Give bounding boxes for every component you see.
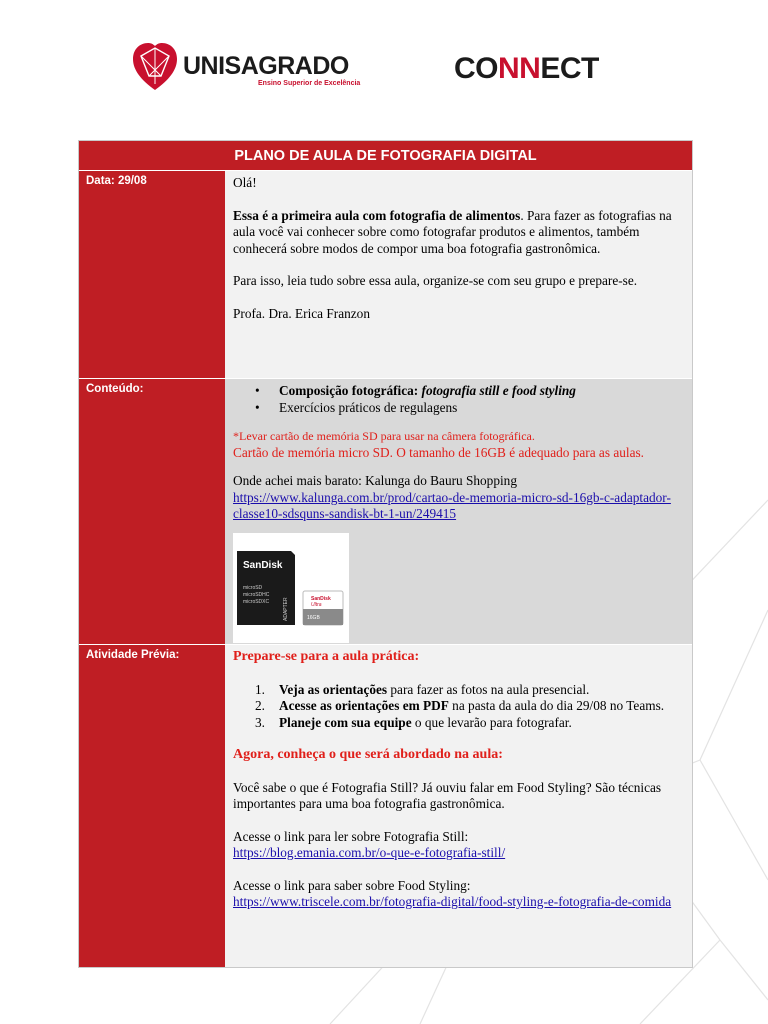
bullet1-italic: fotografia still e food styling (421, 383, 576, 398)
content-content (225, 379, 692, 644)
row-activity (79, 644, 692, 967)
unisagrado-logo (131, 40, 371, 92)
bullet1-bold: Composição fotográfica: (279, 383, 419, 398)
steps-list (233, 682, 684, 732)
content-activity (225, 645, 692, 967)
row-date (79, 170, 692, 378)
connect-logo-nn: NN (498, 52, 541, 85)
still-question: Você sabe o que é Fotografia Still? Já ouviu falar em Food Styling? São técnicas importantes para uma boa fotografia gastronômica. (233, 779, 662, 811)
connect-logo-part3: ECT (540, 52, 599, 85)
heading-prepare: Prepare-se para a aula prática: (233, 649, 420, 664)
sd-card-image (233, 533, 349, 643)
unisagrado-tagline: Ensino Superior de Excelência (258, 80, 361, 87)
list-item: 3. Planeje com sua equipe o que levarão para fotografar. (255, 714, 572, 730)
intro-bold: Essa é a primeira aula com fotografia de alimentos (233, 207, 521, 223)
unisagrado-wordmark: UNISAGRADO (183, 52, 349, 80)
lesson-plan-table (78, 140, 693, 968)
where-text: Onde achei mais barato: Kalunga do Bauru Shopping (233, 473, 517, 488)
micro-card-model: Ultra (311, 601, 322, 608)
sd-note: *Levar cartão de memória SD para usar na câmera fotográfica. (233, 429, 535, 443)
sd-card-line1: microSD (243, 584, 263, 591)
list-item: 1. Veja as orientações para fazer as fotos na aula presencial. (255, 681, 590, 697)
table-title: PLANO DE AULA DE FOTOGRAFIA DIGITAL (79, 141, 692, 170)
label-activity: Atividade Prévia: (79, 645, 225, 967)
kalunga-link[interactable]: https://www.kalunga.com.br/prod/cartao-de-memoria-micro-sd-16gb-c-adaptador-classe10-sdsquns-sandisk-bt-1-un/249415 (233, 489, 671, 521)
sd-card-line2: microSDHC (243, 591, 270, 598)
list-item: 2. Acesse as orientações em PDF na pasta da aula do dia 29/08 no Teams. (255, 698, 665, 713)
triscele-link[interactable]: https://www.triscele.com.br/fotografia-digital/food-styling-e-fotografia-de-comida (233, 894, 672, 909)
label-content: Conteúdo: (79, 379, 225, 644)
label-date: Data: 29/08 (79, 171, 225, 378)
signature: Profa. Dra. Erica Franzon (233, 305, 370, 321)
still-link-intro: Acesse o link para ler sobre Fotografia Still: (233, 828, 469, 844)
sd-card-brand: SanDisk (243, 559, 283, 571)
unisagrado-heart-icon (131, 40, 179, 92)
list-item (255, 400, 684, 417)
greeting: Olá! (233, 175, 257, 190)
connect-logo (454, 52, 599, 86)
prepare-paragraph: Para isso, leia tudo sobre essa aula, organize-se com seu grupo e prepare-se. (233, 273, 638, 288)
sd-card-line3: microSDXC (243, 598, 270, 605)
list-item (255, 383, 684, 400)
intro-rest: . Para fazer as fotografias na aula você vai conhecer sobre como fotografar produtos e alimentos, também conhecerá sobre modos de compor uma boa fotografia gastronômica. (233, 207, 672, 256)
styling-link-intro: Acesse o link para saber sobre Food Styling: (233, 877, 471, 893)
connect-logo-part1: CO (454, 52, 498, 85)
row-content (79, 378, 692, 644)
sd-size-note: Cartão de memória micro SD. O tamanho de 16GB é adequado para as aulas. (233, 444, 644, 460)
content-date (225, 171, 692, 378)
intro-paragraph (233, 208, 684, 258)
emania-link[interactable]: https://blog.emania.com.br/o-que-e-fotografia-still/ (233, 845, 506, 860)
content-bullets (233, 383, 684, 416)
heading-now: Agora, conheça o que será abordado na aula: (233, 747, 503, 762)
sd-card-illustration (233, 533, 349, 643)
bullet2-text: Exercícios práticos de regulagens (279, 399, 458, 415)
micro-card-size: 16GB (307, 614, 320, 621)
micro-card-brand: SanDisk (311, 595, 331, 602)
sd-card-adapter: ADAPTER (283, 596, 289, 621)
